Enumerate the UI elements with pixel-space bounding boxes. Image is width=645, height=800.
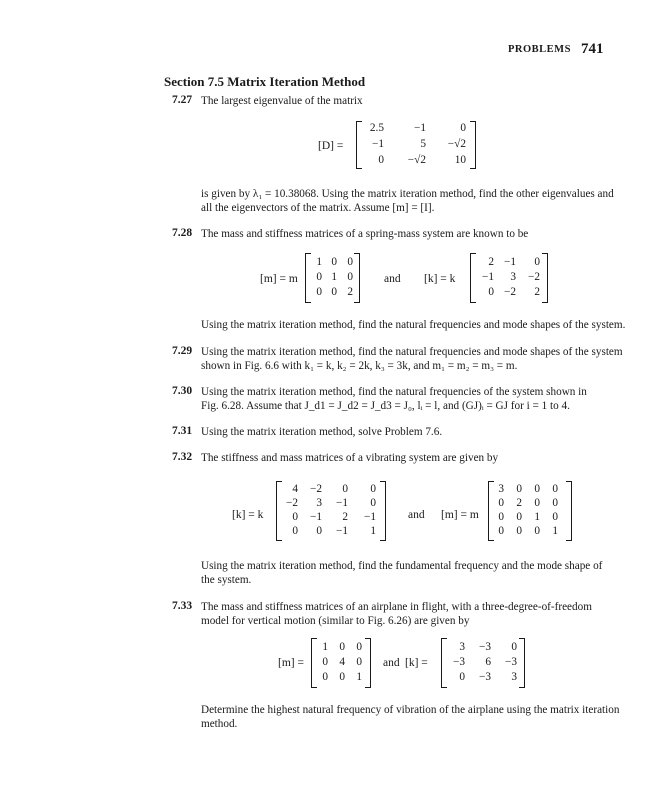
matrix-cell: −1 [413,122,426,134]
matrix-k [470,253,548,303]
matrix-cell: 1 [534,511,540,523]
matrix-cell: 0 [516,511,522,523]
matrix-cell: 0 [534,525,540,537]
matrix-cell: −1 [371,138,384,150]
problem-number: 7.29 [172,345,193,357]
problem-text: The stiffness and mass matrices of a vibrating system are given by [201,452,499,464]
matrix-cell: 0 [460,122,466,134]
matrix-cell: −√2 [447,138,466,150]
matrix-cell: 3 [459,641,465,653]
matrix-cell: 0 [498,497,504,509]
problem-text: shown in Fig. 6.6 with k₁ = k, k₂ = 2k, k₃ = 3k, and m₁ = m₂ = m₃ = m. [201,360,518,372]
problem-text: Fig. 6.28. Assume that J_d1 = J_d2 = J_d3 = J₀, lᵢ = l, and (GJ)ᵢ = GJ for i = 1 to 4. [201,400,570,412]
matrix-cell: 0 [516,525,522,537]
problem-text: The mass and stiffness matrices of a spring-mass system are known to be [201,228,529,240]
matrix-cell: 0 [552,497,558,509]
matrix-cell: 0 [534,483,540,495]
matrix-cell: 0 [552,483,558,495]
matrix-m [488,481,572,541]
matrix-label: [m] = m [441,509,479,521]
matrix-cell: 0 [378,154,384,166]
matrix-cell: 0 [534,256,540,268]
matrix-cell: 0 [316,525,322,537]
problem-number: 7.32 [172,451,193,463]
matrix-label: [m] = m [260,273,298,285]
matrix-cell: 0 [511,641,517,653]
matrix-cell: 0 [552,511,558,523]
and-label: and [384,273,401,285]
matrix-label: [k] = k [424,273,456,285]
matrix-cell: 0 [322,671,328,683]
matrix-cell: 2 [516,497,522,509]
matrix-cell: 0 [498,511,504,523]
matrix-cell: 4 [292,483,298,495]
matrix-cell: −3 [478,671,491,683]
matrix-cell: 0 [339,641,345,653]
matrix-cell: 0 [292,511,298,523]
and-label: and [408,509,425,521]
matrix-cell: −2 [285,497,298,509]
matrix-cell: 0 [292,525,298,537]
matrix-cell: 6 [485,656,491,668]
matrix-cell: −1 [335,525,348,537]
matrix-cell: 1 [370,525,376,537]
matrix-cell: 0 [356,641,362,653]
matrix-cell: 0 [488,286,494,298]
problem-text: The mass and stiffness matrices of an airplane in flight, with a three-degree-of-freedom [201,601,592,613]
matrix-cell: 0 [342,483,348,495]
matrix-cell: −2 [503,286,516,298]
matrix-cell: 4 [339,656,345,668]
matrix-cell: 0 [316,271,322,283]
matrix-cell: 0 [347,256,353,268]
matrix-cell: −2 [527,271,540,283]
problem-text: is given by λ₁ = 10.38068. Using the matrix iteration method, find the other eigenvalues and [201,188,614,200]
matrix-cell: 1 [331,271,337,283]
matrix-cell: −3 [504,656,517,668]
matrix-cell: −1 [309,511,322,523]
matrix-k [441,638,525,688]
matrix-label: [k] = [405,657,428,669]
matrix-k [276,481,386,541]
problem-text: method. [201,718,238,730]
problem-text: the system. [201,574,252,586]
matrix-cell: −2 [309,483,322,495]
and-label: and [383,657,400,669]
matrix-cell: −1 [335,497,348,509]
matrix-cell: 2 [347,286,353,298]
matrix-cell: −3 [452,656,465,668]
matrix-cell: 0 [322,656,328,668]
problem-text: Determine the highest natural frequency of vibration of the airplane using the matrix iteration [201,704,620,716]
matrix-cell: 3 [498,483,504,495]
matrix-cell: 2 [534,286,540,298]
matrix-cell: −1 [481,271,494,283]
matrix-cell: 3 [316,497,322,509]
matrix-label: [D] = [318,140,344,152]
problem-text: Using the matrix iteration method, find the natural frequencies of the system shown in [201,386,587,398]
matrix-cell: −1 [503,256,516,268]
matrix-cell: 0 [316,286,322,298]
problem-text: Using the matrix iteration method, find the natural frequencies and mode shapes of the system. [201,319,626,331]
matrix-cell: 1 [552,525,558,537]
matrix-cell: 0 [459,671,465,683]
problem-number: 7.27 [172,94,193,106]
problem-number: 7.31 [172,425,193,437]
matrix-cell: 0 [498,525,504,537]
matrix-cell: 0 [331,286,337,298]
matrix-cell: 5 [420,138,426,150]
problem-text: all the eigenvectors of the matrix. Assume [m] = [I]. [201,202,435,214]
matrix-cell: 0 [347,271,353,283]
matrix-cell: 10 [454,154,466,166]
matrix-cell: 2 [488,256,494,268]
matrix-cell: −√2 [407,154,426,166]
matrix-cell: 0 [339,671,345,683]
matrix-cell: 3 [511,671,517,683]
problem-text: Using the matrix iteration method, find the natural frequencies and mode shapes of the system [201,346,623,358]
matrix-cell: 0 [370,497,376,509]
section-title: Section 7.5 Matrix Iteration Method [164,74,366,89]
matrix-cell: 0 [516,483,522,495]
problem-text: model for vertical motion (similar to Fig. 6.26) are given by [201,615,470,627]
running-header: PROBLEMS [508,44,571,55]
matrix-cell: −1 [363,511,376,523]
matrix-cell: 0 [534,497,540,509]
matrix-label: [m] = [278,657,304,669]
problem-number: 7.33 [172,600,193,612]
matrix-cell: 1 [322,641,328,653]
page-number: 741 [581,41,604,57]
matrix-cell: 2.5 [369,122,384,134]
matrix-cell: 3 [510,271,516,283]
problem-number: 7.28 [172,227,193,239]
matrix-cell: −3 [478,641,491,653]
matrix-m [305,253,360,303]
matrix-cell: 0 [370,483,376,495]
matrix-m [311,638,371,688]
matrix-label: [k] = k [232,509,264,521]
matrix-cell: 0 [331,256,337,268]
matrix-D [356,121,476,169]
problem-text: The largest eigenvalue of the matrix [201,95,363,107]
matrix-cell: 2 [342,511,348,523]
problem-text: Using the matrix iteration method, solve Problem 7.6. [201,426,443,438]
problem-text: Using the matrix iteration method, find the fundamental frequency and the mode shape of [201,560,603,572]
matrix-cell: 1 [316,256,322,268]
problem-number: 7.30 [172,385,193,397]
matrix-cell: 0 [356,656,362,668]
matrix-cell: 1 [356,671,362,683]
